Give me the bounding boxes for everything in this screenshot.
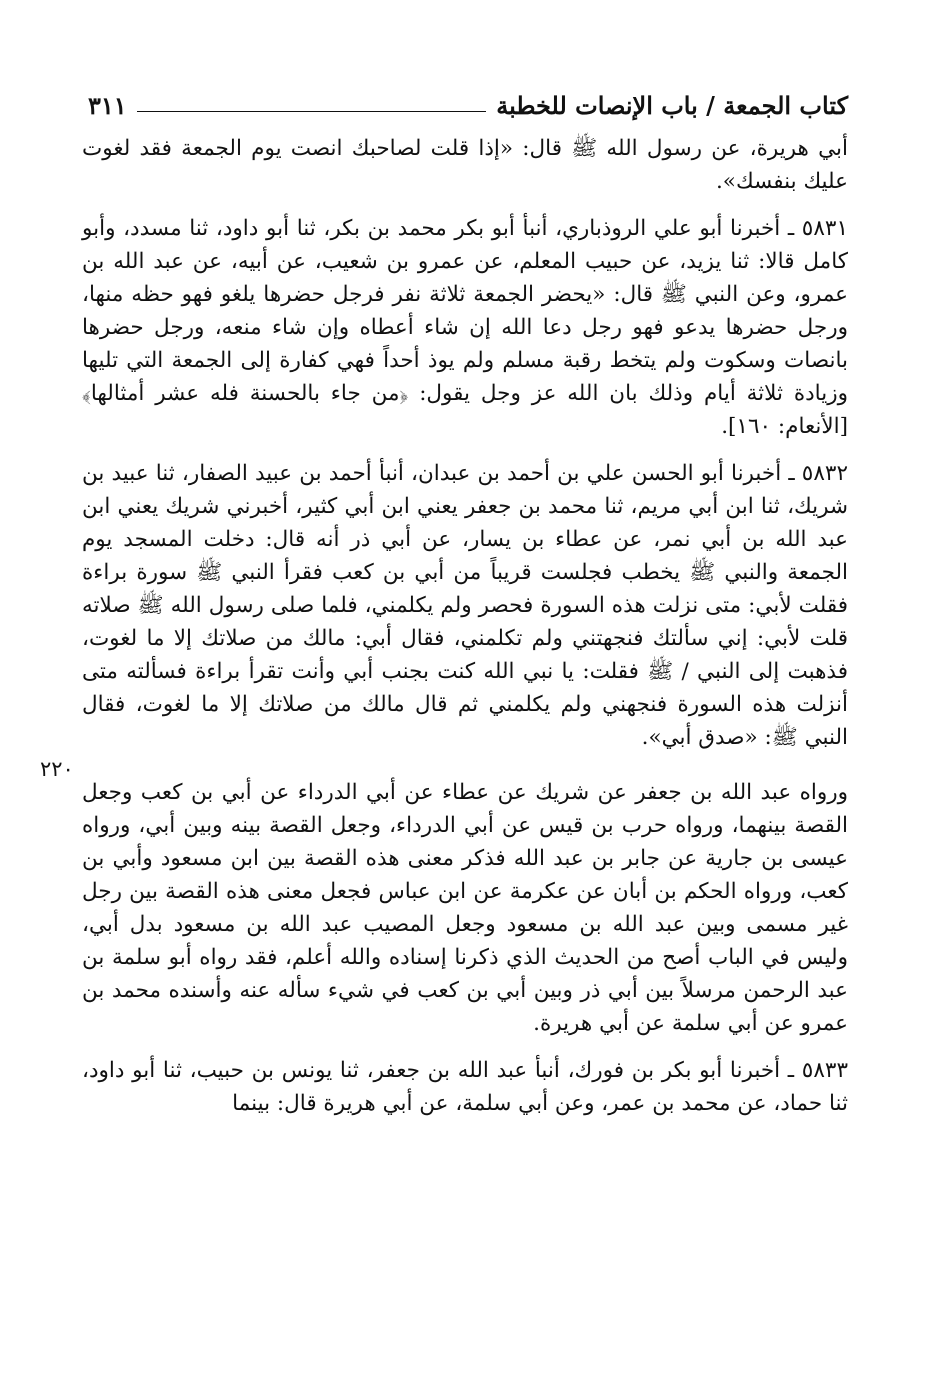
margin-page-reference: ٢٢٠ [40,757,74,781]
page-number: ٣١١ [88,91,127,120]
paragraph-hadith-5831: ٥٨٣١ ـ أخبرنا أبو علي الروذباري، أنبأ أبو بكر محمد بن بكر، ثنا أبو داود، ثنا مسدد، وأبو كامل قالا: ثنا يزيد، عن حبيب المعلم، عن عمرو بن شعيب، عن أبيه، عن عبد الله بن عمرو، وعن النبي ﷺ قال: «يحضر الجمعة ثلاثة نفر فرجل حضرها يلغو فهو حظه منها، ورجل حضرها يدعو فهو رجل دعا الله إن شاء أعطاه وإن شاء منعه، ورجل حضرها بانصات وسكوت ولم يتخط رقبة مسلم ولم يوذ أحداً فهي كفارة إلى الجمعة التي تليها وزيادة ثلاثة أيام وذلك بان الله عز وجل يقول: ﴿من جاء بالحسنة فله عشر أمثالها﴾ [الأنعام: ١٦٠]. [82,216,848,439]
paragraph-continuation: أبي هريرة، عن رسول الله ﷺ قال: «إذا قلت لصاحبك انصت يوم الجمعة فقد لغوت عليك بنفسك». [82,136,848,194]
paragraph-commentary: ورواه عبد الله بن جعفر عن شريك عن عطاء عن أبي الدرداء عن أبي بن كعب وجعل القصة بينهما، ورواه حرب بن قيس عن أبي الدرداء، وجعل القصة بينه وبين أبي، ورواه عيسى بن جارية عن جابر بن عبد الله فذكر معنى هذه القصة بين ابن مسعود وأبي بن كعب، ورواه الحكم بن أبان عن عكرمة عن ابن عباس فجعل معنى هذه القصة بين رجل غير مسمى وبين عبد الله بن مسعود وجعل المصيب عبد الله بن مسعود بدل أبي، وليس في الباب أصح من الحديث الذي ذكرنا إسناده والله أعلم، فقد رواه أبو سلمة بن عبد الرحمن مرسلاً بين أبي ذر وبين أبي بن كعب في شيء سأله عنه وأسنده محمد بن عمرو عن أبي سلمة عن أبي هريرة. [82,780,848,1036]
paragraph-hadith-5833: ٥٨٣٣ ـ أخبرنا أبو بكر بن فورك، أنبأ عبد الله بن جعفر، ثنا يونس بن حبيب، ثنا أبو داود، ثنا حماد، عن محمد بن عمر، وعن أبي سلمة، عن أبي هريرة قال: بينما [82,1058,848,1116]
header-rule [137,111,487,112]
paragraph-hadith-5832: ٥٨٣٢ ـ أخبرنا أبو الحسن علي بن أحمد بن عبدان، أنبأ أحمد بن عبيد الصفار، ثنا عبيد بن شريك، ثنا ابن أبي مريم، ثنا محمد بن جعفر يعني ابن أبي كثير، أخبرني شريك يعني ابن عبد الله بن أبي نمر، عن عطاء بن يسار، عن أبي ذر أنه قال: دخلت المسجد يوم الجمعة والنبي ﷺ يخطب فجلست قريباً من أبي بن كعب فقرأ النبي ﷺ سورة براءة فقلت لأبي: متى نزلت هذه السورة فحصر ولم يكلمني، فلما صلى رسول الله ﷺ صلاته قلت لأبي: إني سألتك فنجهتني ولم تكلمني، فقال أبي: مالك من صلاتك إلا ما لغوت، فذهبت إلى النبي / ﷺ فقلت: يا نبي الله كنت بجنب أبي وأنت تقرأ براءة فسألته متى أنزلت هذه السورة فنجهني ولم يكلمني ثم قال مالك من صلاتك إلا ما لغوت، فقال النبي ﷺ: «صدق أبي». [82,461,848,750]
header-title: كتاب الجمعة / باب الإنصات للخطبة [496,91,848,120]
running-header [88,78,848,118]
page-body [82,132,848,1134]
